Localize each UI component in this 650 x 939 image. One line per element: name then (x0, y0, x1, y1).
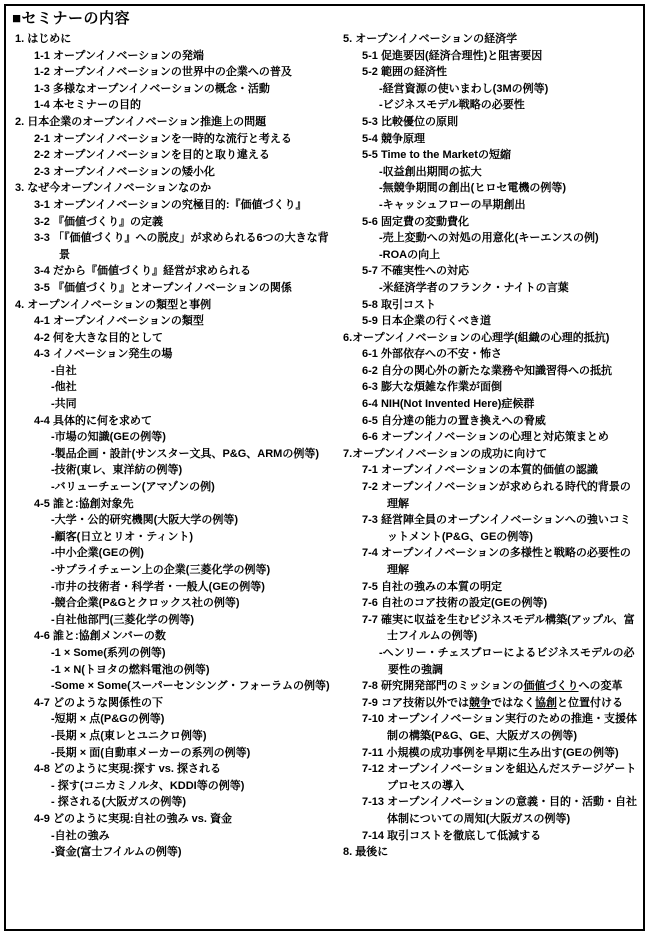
outline-item: 2-1 オープンイノベーションを一時的な流行と考える (34, 132, 292, 145)
underlined-term: 競争 (468, 696, 491, 709)
outline-item-text: と位置付ける (556, 696, 623, 709)
outline-item: 4-6 誰と:協創メンバーの数 (34, 630, 166, 643)
outline-item: 5-7 不確実性への対応 (362, 265, 469, 278)
outline-item: -売上変動への対処の用意化(キーエンスの例) (379, 232, 599, 245)
outline-item: -無競争期間の創出(ヒロセ電機の例等) (379, 182, 566, 195)
outline-item: -Some × Some(スーパーセンシング・フォーラムの例等) (51, 680, 330, 693)
outline-item: 6-6 オープンイノベーションの心理と対応策まとめ (362, 431, 609, 444)
outline-item: 6-5 自分達の能力の置き換えへの脅威 (362, 414, 546, 427)
outline-item: 2-2 オープンイノベーションを目的と取り違える (34, 149, 270, 162)
outline-item: -長期 × 面(自動車メーカーの系列の例等) (51, 746, 251, 759)
outline-item: -顧客(日立とリオ・ティント) (51, 530, 193, 543)
outline-section-heading: 4. オープンイノベーションの類型と事例 (15, 298, 212, 311)
outline-item: -サプライチェーン上の企業(三菱化学の例等) (51, 564, 271, 576)
outline-item: 7-5 自社の強みの本質の明定 (362, 580, 502, 593)
outline-item: 6-2 自分の関心外の新たな業務や知識習得への抵抗 (362, 364, 612, 377)
outline-item: 7-7 確実に収益を生むビジネスモデル構築(アップル、富士フイルムの例等) (362, 613, 635, 643)
outline-item: -資金(富士フイルムの例等) (51, 846, 182, 859)
outline-item: -市井の技術者・科学者・一般人(GEの例等) (51, 580, 265, 593)
outline-column-left (10, 31, 336, 861)
outline-item: 3-4 だから『価値づくり』経営が求められる (34, 265, 251, 278)
outline-item: 5-1 促進要因(経済合理性)と阻害要因 (362, 49, 543, 62)
outline-item: 1-2 オープンイノベーションの世界中の企業への普及 (34, 66, 292, 79)
outline-item: -バリューチェーン(アマゾンの例) (51, 481, 215, 494)
outline-item: 3-3 「『価値づくり』への脱皮」が求められる6つの大きな背景 (34, 232, 329, 261)
outline-item: 3-1 オープンイノベーションの究極目的:『価値づくり』 (34, 198, 307, 211)
outline-item: 7-13 オープンイノベーションの意義・目的・活動・自社体制についての周知(大阪ガスの例等) (362, 796, 637, 825)
outline-section-heading: 6.オープンイノベーションの心理学(組織の心理的抵抗) (343, 331, 610, 344)
page-title: ■セミナーの内容 (12, 10, 131, 27)
outline-item: 5-5 Time to the Marketの短縮 (362, 149, 511, 162)
outline-item: 4-3 イノベーション発生の場 (34, 348, 173, 361)
outline-item: 7-14 取引コストを徹底して低減する (362, 829, 542, 842)
outline-item: 6-3 膨大な煩雑な作業が面倒 (362, 381, 502, 394)
outline-item: 6-1 外部依存への不安・怖さ (362, 348, 502, 361)
outline-item: -キャッシュフローの早期創出 (379, 198, 526, 211)
outline-item: -米経済学者のフランク・ナイトの言葉 (379, 281, 569, 294)
outline-item: 3-5 『価値づくり』とオープンイノベーションの関係 (34, 281, 292, 294)
outline-item: 1-1 オープンイノベーションの発端 (34, 49, 204, 62)
outline-item: 4-5 誰と:協創対象先 (34, 497, 134, 510)
outline-item: 4-8 どのように実現:探す vs. 探される (34, 763, 222, 776)
outline-item: 7-6 自社のコア技術の設定(GEの例等) (362, 597, 548, 610)
outline-item: 7-2 オープンイノベーションが求められる時代的背景の理解 (362, 481, 631, 510)
outline-item (338, 695, 641, 712)
outline-item: -技術(東レ、東洋紡の例等) (51, 464, 183, 477)
outline-item: 7-1 オープンイノベーションの本質的価値の認識 (362, 464, 598, 477)
outline-item: 4-2 何を大きな目的として (34, 331, 163, 344)
outline-item: -中小企業(GEの例) (51, 547, 144, 560)
outline-item: -ヘンリー・チェスブローによるビジネスモデルの必要性の強調 (379, 646, 635, 676)
outline-column-right (338, 31, 641, 861)
outline-item: -共同 (51, 398, 77, 411)
outline-item: -ROAの向上 (379, 248, 441, 261)
outline-item: 4-7 どのような関係性の下 (34, 696, 163, 709)
outline-item: -経営資源の使いまわし(3Mの例等) (379, 82, 549, 95)
outline-item: 5-6 固定費の変動費化 (362, 215, 469, 228)
outline-item: 5-3 比較優位の原則 (362, 115, 458, 128)
outline-item: 1-3 多様なオープンイノベーションの概念・活動 (34, 82, 270, 95)
outline-item: -ビジネスモデル戦略の必要性 (379, 99, 525, 112)
outline-item: 7-3 経営陣全員のオープンイノベーションへの強いコミットメント(P&G、GEの例等) (362, 514, 631, 543)
outline-item-text: への変革 (578, 680, 623, 693)
outline-section-heading: 3. なぜ今オープンイノベーションなのか (15, 182, 212, 195)
outline-item: -自社の強み (51, 829, 110, 842)
outline-item: 2-3 オープンイノベーションの矮小化 (34, 165, 215, 178)
outline-item: -自社 (51, 364, 77, 377)
outline-section-heading: 7.オープンイノベーションの成功に向けて (343, 447, 548, 460)
outline-item: 4-9 どのように実現:自社の強み vs. 資金 (34, 812, 233, 825)
outline-item: 6-4 NIH(Not Invented Here)症候群 (362, 398, 535, 411)
outline-item (338, 678, 641, 695)
outline-item: -競合企業(P&Gとクロックス社の例等) (51, 597, 240, 610)
outline-item: -自社他部門(三菱化学の例等) (51, 613, 194, 626)
outline-item: 5-4 競争原理 (362, 132, 425, 145)
outline-item-text: 7-9 コア技術以外では (362, 696, 469, 709)
outline-item: 5-9 日本企業の行くべき道 (362, 315, 491, 328)
outline-item: -短期 × 点(P&Gの例等) (51, 713, 165, 726)
outline-item: -1 × N(トヨタの燃料電池の例等) (51, 663, 210, 676)
outline-item-text: 7-8 研究開発部門のミッションの (362, 680, 524, 693)
outline-item: - 探す(コニカミノルタ、KDDI等の例等) (51, 779, 245, 792)
underlined-term: 協創 (534, 696, 557, 709)
outline-section-heading: 1. はじめに (15, 33, 72, 45)
page-border-frame (4, 4, 645, 931)
outline-item: 5-8 取引コスト (362, 298, 436, 311)
outline-item: 4-4 具体的に何を求めて (34, 414, 152, 427)
outline-item: -収益創出期間の拡大 (379, 165, 482, 178)
outline-item: 7-4 オープンイノベーションの多様性と戦略の必要性の理解 (362, 547, 631, 576)
outline-section-heading: 8. 最後に (343, 846, 389, 859)
outline-item: 7-10 オープンイノベーション実行のための推進・支援体制の構築(P&G、GE、大阪ガスの例等) (362, 713, 637, 742)
outline-item: -長期 × 点(東レとユニクロ例等) (51, 729, 207, 742)
outline-item: 3-2 『価値づくり』の定義 (34, 215, 163, 228)
outline-item: -大学・公的研究機関(大阪大学の例等) (51, 514, 238, 527)
outline-item: - 探される(大阪ガスの例等) (51, 796, 187, 809)
outline-section-heading: 2. 日本企業のオープンイノベーション推進上の問題 (15, 115, 267, 128)
underlined-term: 価値づくり (523, 680, 579, 693)
outline-item: -製品企画・設計(サンスター文具、P&G、ARMの例等) (51, 447, 319, 460)
outline-item: -市場の知識(GEの例等) (51, 431, 166, 444)
outline-columns (10, 31, 641, 861)
outline-item: 4-1 オープンイノベーションの類型 (34, 315, 204, 328)
outline-section-heading: 5. オープンイノベーションの経済学 (343, 33, 518, 45)
outline-item: 7-12 オープンイノベーションを組込んだステージゲートプロセスの導入 (362, 763, 637, 792)
outline-item: -他社 (51, 381, 77, 394)
outline-item-text: ではなく (490, 696, 535, 709)
outline-item: 1-4 本セミナーの目的 (34, 99, 141, 112)
outline-item: 7-11 小規模の成功事例を早期に生み出す(GEの例等) (362, 746, 619, 759)
outline-item: -1 × Some(系列の例等) (51, 646, 166, 659)
outline-item: 5-2 範囲の経済性 (362, 66, 447, 79)
